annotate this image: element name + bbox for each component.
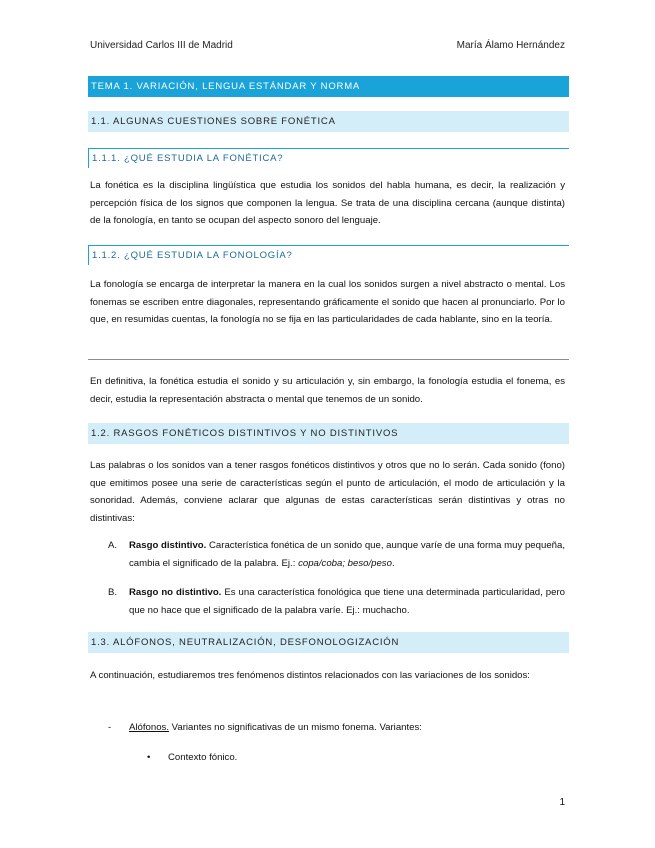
- list-item-contexto-fonico: • Contexto fónico.: [147, 749, 447, 767]
- list-item-b-text: Rasgo no distintivo. Es una característica fonológica que tiene una determinada particularidad, pero que no hace que el significado de la palabra varíe. Ej.: muchacho.: [129, 587, 565, 616]
- paragraph-fonetica: La fonética es la disciplina lingüística que estudia los sonidos del habla humana, es decir, la realización y percepción física de los signos que componen la lengua. Se trata de una disciplina cercana (aunque distinta) de la fonología, en tanto se ocupan del aspecto sonoro del lenguaje.: [90, 180, 565, 226]
- example-copa-coba: copa/coba; beso/peso: [298, 557, 392, 569]
- page-number: 1: [559, 797, 565, 808]
- heading-section-1-1-1: 1.1.1. ¿QUÉ ESTUDIA LA FONÉTICA?: [88, 148, 569, 168]
- heading-section-1-1-2: 1.1.2. ¿QUÉ ESTUDIA LA FONOLOGÍA?: [88, 245, 569, 265]
- term-rasgo-distintivo: Rasgo distintivo.: [129, 540, 207, 551]
- heading-tema-1: TEMA 1. VARIACIÓN, LENGUA ESTÁNDAR Y NORMA: [88, 76, 569, 97]
- header-university: Universidad Carlos III de Madrid: [90, 40, 233, 51]
- list-item-a-text: Rasgo distintivo. Característica fonética de un sonido que, aunque varíe de una forma muy pequeña, cambia el significado de la palabra. Ej.: copa/coba; beso/peso.: [129, 540, 565, 569]
- list-item-rasgo-distintivo: [108, 537, 565, 573]
- paragraph-continuacion: A continuación, estudiaremos tres fenómenos distintos relacionados con las variaciones de los sonidos:: [90, 670, 530, 681]
- header-author: María Álamo Hernández: [456, 40, 565, 51]
- list-item-rasgo-no-distintivo: [108, 584, 565, 620]
- heading-section-1-3: 1.3. ALÓFONOS, NEUTRALIZACIÓN, DESFONOLOGIZACIÓN: [88, 632, 569, 653]
- bullet-icon: •: [147, 752, 151, 763]
- term-rasgo-no-distintivo: Rasgo no distintivo.: [129, 587, 222, 598]
- paragraph-fonologia: La fonología se encarga de interpretar la manera en la cual los sonidos surgen a nivel abstracto o mental. Los fonemas se escriben entre diagonales, representando gráficamente el sonido que hacen al pronunciarlo. Por lo que, en resumidas cuentas, la fonología no se fija en las particularidades de cada hablante, sino en la teoría.: [90, 279, 565, 325]
- paragraph-rasgos: Las palabras o los sonidos van a tener rasgos fonéticos distintivos y otros que no lo serán. Cada sonido (fono) que emitimos posee una serie de características según el punto de articulación, el modo de articulación y la sonoridad. Además, conviene aclarar que algunas de estas características serán distintivas y otras no distintivas:: [90, 460, 565, 524]
- list-item-alofonos: - Alófonos. Variantes no significativas de un mismo fonema. Variantes:: [108, 719, 565, 737]
- list-marker-dash: -: [108, 722, 112, 733]
- term-alofonos: Alófonos.: [129, 722, 170, 733]
- heading-section-1-1: 1.1. ALGUNAS CUESTIONES SOBRE FONÉTICA: [88, 111, 569, 132]
- horizontal-divider: [88, 359, 569, 360]
- list-marker-b: B.: [108, 587, 118, 598]
- heading-section-1-2: 1.2. RASGOS FONÉTICOS DISTINTIVOS Y NO DISTINTIVOS: [88, 423, 569, 444]
- list-marker-a: A.: [108, 540, 118, 551]
- paragraph-definitiva: En definitiva, la fonética estudia el sonido y su articulación y, sin embargo, la fonología estudia el fonema, es decir, estudia la representación abstracta o mental que tenemos de un sonido.: [90, 376, 565, 405]
